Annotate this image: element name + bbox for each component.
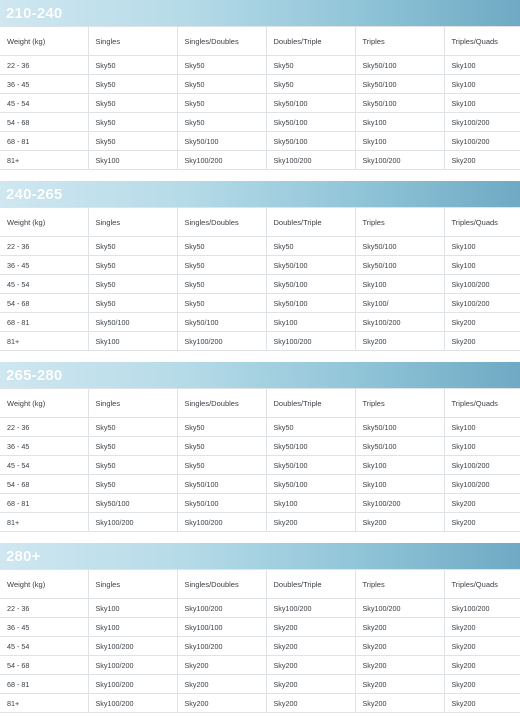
crate-size-cell: Sky50/100: [88, 494, 177, 513]
table-row: [0, 418, 520, 437]
crate-size-cell: Sky100/200: [444, 456, 520, 475]
column-header: Weight (kg): [0, 570, 88, 599]
size-section: [0, 543, 520, 713]
weight-range-cell: 81+: [0, 151, 88, 170]
column-header: Singles: [88, 27, 177, 56]
crate-size-cell: Sky50/100: [177, 475, 266, 494]
crate-size-cell: Sky50/100: [88, 313, 177, 332]
size-section: [0, 362, 520, 532]
crate-size-cell: Sky100/200: [444, 294, 520, 313]
crate-size-cell: Sky100/100: [177, 618, 266, 637]
section-header: [0, 0, 520, 26]
table-row: [0, 75, 520, 94]
weight-range-cell: 45 - 54: [0, 637, 88, 656]
crate-size-cell: Sky100/200: [355, 313, 444, 332]
column-header: Triples: [355, 208, 444, 237]
weight-range-cell: 68 - 81: [0, 132, 88, 151]
crate-size-cell: Sky50: [177, 294, 266, 313]
weight-range-cell: 81+: [0, 332, 88, 351]
crate-size-cell: Sky50: [177, 437, 266, 456]
column-header: Doubles/Triple: [266, 208, 355, 237]
column-header: Singles: [88, 570, 177, 599]
crate-size-cell: Sky100: [355, 113, 444, 132]
crate-size-cell: Sky50: [177, 56, 266, 75]
table-header-row: [0, 570, 520, 599]
table-row: [0, 618, 520, 637]
table-row: [0, 132, 520, 151]
crate-size-cell: Sky200: [444, 313, 520, 332]
table-row: [0, 675, 520, 694]
crate-size-cell: Sky100/200: [266, 332, 355, 351]
crate-size-cell: Sky50: [266, 75, 355, 94]
crate-size-cell: Sky100: [444, 437, 520, 456]
crate-size-cell: Sky50/100: [266, 294, 355, 313]
crate-size-cell: Sky50: [88, 113, 177, 132]
crate-size-cell: Sky50/100: [177, 313, 266, 332]
column-header: Triples: [355, 27, 444, 56]
crate-size-cell: Sky100: [444, 56, 520, 75]
column-header: Doubles/Triple: [266, 389, 355, 418]
crate-size-cell: Sky100/200: [88, 656, 177, 675]
crate-size-cell: Sky100: [355, 456, 444, 475]
column-header: Singles/Doubles: [177, 570, 266, 599]
section-header: [0, 362, 520, 388]
column-header: Weight (kg): [0, 208, 88, 237]
table-row: [0, 256, 520, 275]
crate-size-cell: Sky200: [266, 656, 355, 675]
crate-size-cell: Sky50: [266, 237, 355, 256]
crate-size-cell: Sky50: [177, 275, 266, 294]
crate-size-cell: Sky200: [444, 656, 520, 675]
table-row: [0, 237, 520, 256]
size-section: [0, 0, 520, 170]
crate-size-cell: Sky50: [88, 475, 177, 494]
table-row: [0, 656, 520, 675]
crate-size-cell: Sky200: [444, 618, 520, 637]
crate-size-cell: Sky200: [444, 675, 520, 694]
column-header: Triples/Quads: [444, 27, 520, 56]
crate-size-cell: Sky200: [355, 513, 444, 532]
crate-size-cell: Sky100/200: [88, 675, 177, 694]
crate-size-cell: Sky200: [177, 675, 266, 694]
crate-size-cell: Sky50: [177, 418, 266, 437]
section-header: [0, 543, 520, 569]
crate-size-cell: Sky100/200: [88, 694, 177, 713]
crate-size-cell: Sky50: [88, 56, 177, 75]
column-header: Triples/Quads: [444, 570, 520, 599]
crate-size-cell: Sky50: [88, 418, 177, 437]
column-header: Doubles/Triple: [266, 27, 355, 56]
crate-size-cell: Sky50/100: [355, 56, 444, 75]
crate-size-cell: Sky200: [355, 332, 444, 351]
weight-range-cell: 36 - 45: [0, 437, 88, 456]
weight-range-cell: 81+: [0, 694, 88, 713]
column-header: Triples/Quads: [444, 208, 520, 237]
crate-size-cell: Sky100: [444, 94, 520, 113]
crate-size-cell: Sky200: [444, 513, 520, 532]
crate-size-cell: Sky50: [177, 113, 266, 132]
column-header: Singles: [88, 208, 177, 237]
table-row: [0, 456, 520, 475]
weight-range-cell: 36 - 45: [0, 256, 88, 275]
crate-size-cell: Sky50/100: [355, 237, 444, 256]
column-header: Triples: [355, 570, 444, 599]
crate-size-cell: Sky50/100: [266, 275, 355, 294]
crate-size-cell: Sky100/: [355, 294, 444, 313]
table-row: [0, 332, 520, 351]
column-header: Singles/Doubles: [177, 27, 266, 56]
crate-size-cell: Sky200: [444, 694, 520, 713]
crate-size-cell: Sky50/100: [266, 256, 355, 275]
weight-range-cell: 22 - 36: [0, 599, 88, 618]
crate-size-cell: Sky100: [444, 256, 520, 275]
crate-size-cell: Sky200: [444, 494, 520, 513]
crate-size-cell: Sky50: [88, 237, 177, 256]
crate-size-cell: Sky50: [177, 75, 266, 94]
crate-size-cell: Sky100: [88, 151, 177, 170]
column-header: Triples: [355, 389, 444, 418]
crate-size-cell: Sky100: [88, 599, 177, 618]
crate-size-cell: Sky100: [88, 332, 177, 351]
crate-size-cell: Sky200: [444, 637, 520, 656]
crate-size-cell: Sky100/200: [177, 151, 266, 170]
size-table: [0, 26, 520, 170]
crate-size-cell: Sky50/100: [177, 494, 266, 513]
size-table: [0, 569, 520, 713]
weight-range-cell: 22 - 36: [0, 56, 88, 75]
crate-size-cell: Sky50: [88, 94, 177, 113]
crate-size-cell: Sky200: [355, 637, 444, 656]
crate-size-cell: Sky200: [177, 694, 266, 713]
section-title: 280+: [6, 547, 41, 565]
crate-size-cell: Sky100/200: [444, 275, 520, 294]
crate-size-cell: Sky200: [266, 618, 355, 637]
crate-size-cell: Sky50: [88, 256, 177, 275]
weight-range-cell: 54 - 68: [0, 113, 88, 132]
crate-size-cell: Sky100/200: [355, 494, 444, 513]
table-row: [0, 151, 520, 170]
crate-size-cell: Sky100/200: [266, 599, 355, 618]
crate-size-cell: Sky50/100: [266, 456, 355, 475]
crate-size-cell: Sky100/200: [444, 475, 520, 494]
crate-size-cell: Sky100/200: [444, 599, 520, 618]
crate-size-cell: Sky100: [266, 313, 355, 332]
crate-size-cell: Sky50/100: [355, 94, 444, 113]
table-row: [0, 694, 520, 713]
column-header: Triples/Quads: [444, 389, 520, 418]
crate-size-cell: Sky100: [444, 75, 520, 94]
crate-size-cell: Sky50/100: [177, 132, 266, 151]
table-row: [0, 437, 520, 456]
weight-range-cell: 68 - 81: [0, 675, 88, 694]
section-title: 240-265: [6, 185, 63, 203]
crate-size-cell: Sky200: [266, 675, 355, 694]
crate-size-cell: Sky50: [88, 456, 177, 475]
weight-range-cell: 45 - 54: [0, 94, 88, 113]
column-header: Doubles/Triple: [266, 570, 355, 599]
crate-size-cell: Sky100/200: [88, 637, 177, 656]
table-row: [0, 275, 520, 294]
crate-size-cell: Sky100: [355, 475, 444, 494]
table-row: [0, 56, 520, 75]
crate-size-cell: Sky100/200: [444, 132, 520, 151]
crate-size-cell: Sky50/100: [266, 113, 355, 132]
crate-size-cell: Sky200: [355, 656, 444, 675]
crate-size-cell: Sky100/200: [177, 637, 266, 656]
crate-size-cell: Sky200: [444, 332, 520, 351]
weight-range-cell: 45 - 54: [0, 456, 88, 475]
section-header: [0, 181, 520, 207]
size-section: [0, 181, 520, 351]
weight-range-cell: 22 - 36: [0, 418, 88, 437]
crate-size-cell: Sky100: [266, 494, 355, 513]
table-row: [0, 494, 520, 513]
crate-size-cell: Sky50/100: [355, 75, 444, 94]
crate-size-cell: Sky100: [444, 237, 520, 256]
section-title: 265-280: [6, 366, 63, 384]
crate-size-cell: Sky50: [88, 294, 177, 313]
crate-size-cell: Sky50: [266, 418, 355, 437]
crate-size-cell: Sky200: [355, 618, 444, 637]
crate-size-cell: Sky200: [355, 675, 444, 694]
crate-size-cell: Sky50: [177, 94, 266, 113]
weight-range-cell: 36 - 45: [0, 618, 88, 637]
table-row: [0, 513, 520, 532]
crate-size-cell: Sky100/200: [355, 599, 444, 618]
crate-size-cell: Sky50/100: [355, 437, 444, 456]
table-row: [0, 94, 520, 113]
crate-size-cell: Sky50: [177, 456, 266, 475]
weight-range-cell: 54 - 68: [0, 294, 88, 313]
weight-range-cell: 68 - 81: [0, 313, 88, 332]
crate-size-cell: Sky200: [266, 513, 355, 532]
crate-size-cell: Sky100/200: [88, 513, 177, 532]
table-header-row: [0, 27, 520, 56]
weight-range-cell: 54 - 68: [0, 656, 88, 675]
crate-size-cell: Sky50: [177, 237, 266, 256]
table-row: [0, 599, 520, 618]
table-row: [0, 294, 520, 313]
table-header-row: [0, 208, 520, 237]
weight-range-cell: 68 - 81: [0, 494, 88, 513]
column-header: Singles/Doubles: [177, 389, 266, 418]
crate-size-cell: Sky50/100: [355, 256, 444, 275]
crate-size-cell: Sky100/200: [177, 513, 266, 532]
crate-size-cell: Sky200: [266, 694, 355, 713]
crate-size-cell: Sky50/100: [266, 475, 355, 494]
crate-size-cell: Sky100: [355, 275, 444, 294]
weight-range-cell: 22 - 36: [0, 237, 88, 256]
crate-size-cell: Sky50/100: [266, 437, 355, 456]
crate-size-cell: Sky50: [88, 132, 177, 151]
column-header: Weight (kg): [0, 389, 88, 418]
crate-size-cell: Sky200: [355, 694, 444, 713]
crate-size-cell: Sky200: [177, 656, 266, 675]
size-table: [0, 388, 520, 532]
column-header: Weight (kg): [0, 27, 88, 56]
table-row: [0, 313, 520, 332]
size-table: [0, 207, 520, 351]
crate-size-cell: Sky50: [88, 75, 177, 94]
crate-size-cell: Sky100/200: [177, 599, 266, 618]
crate-size-cell: Sky50: [177, 256, 266, 275]
crate-size-cell: Sky100/200: [355, 151, 444, 170]
crate-size-cell: Sky50: [88, 437, 177, 456]
crate-size-cell: Sky50/100: [266, 132, 355, 151]
weight-range-cell: 45 - 54: [0, 275, 88, 294]
column-header: Singles/Doubles: [177, 208, 266, 237]
crate-size-cell: Sky100/200: [177, 332, 266, 351]
section-title: 210-240: [6, 4, 63, 22]
crate-size-cell: Sky100: [88, 618, 177, 637]
table-row: [0, 637, 520, 656]
crate-size-cell: Sky100/200: [444, 113, 520, 132]
table-row: [0, 475, 520, 494]
weight-range-cell: 81+: [0, 513, 88, 532]
table-row: [0, 113, 520, 132]
crate-size-cell: Sky50/100: [355, 418, 444, 437]
crate-size-cell: Sky100: [355, 132, 444, 151]
crate-size-cell: Sky100: [444, 418, 520, 437]
table-header-row: [0, 389, 520, 418]
crate-size-cell: Sky50: [266, 56, 355, 75]
crate-size-cell: Sky200: [444, 151, 520, 170]
crate-size-cell: Sky100/200: [266, 151, 355, 170]
crate-size-cell: Sky50/100: [266, 94, 355, 113]
weight-range-cell: 36 - 45: [0, 75, 88, 94]
column-header: Singles: [88, 389, 177, 418]
crate-size-cell: Sky200: [266, 637, 355, 656]
crate-size-cell: Sky50: [88, 275, 177, 294]
weight-range-cell: 54 - 68: [0, 475, 88, 494]
